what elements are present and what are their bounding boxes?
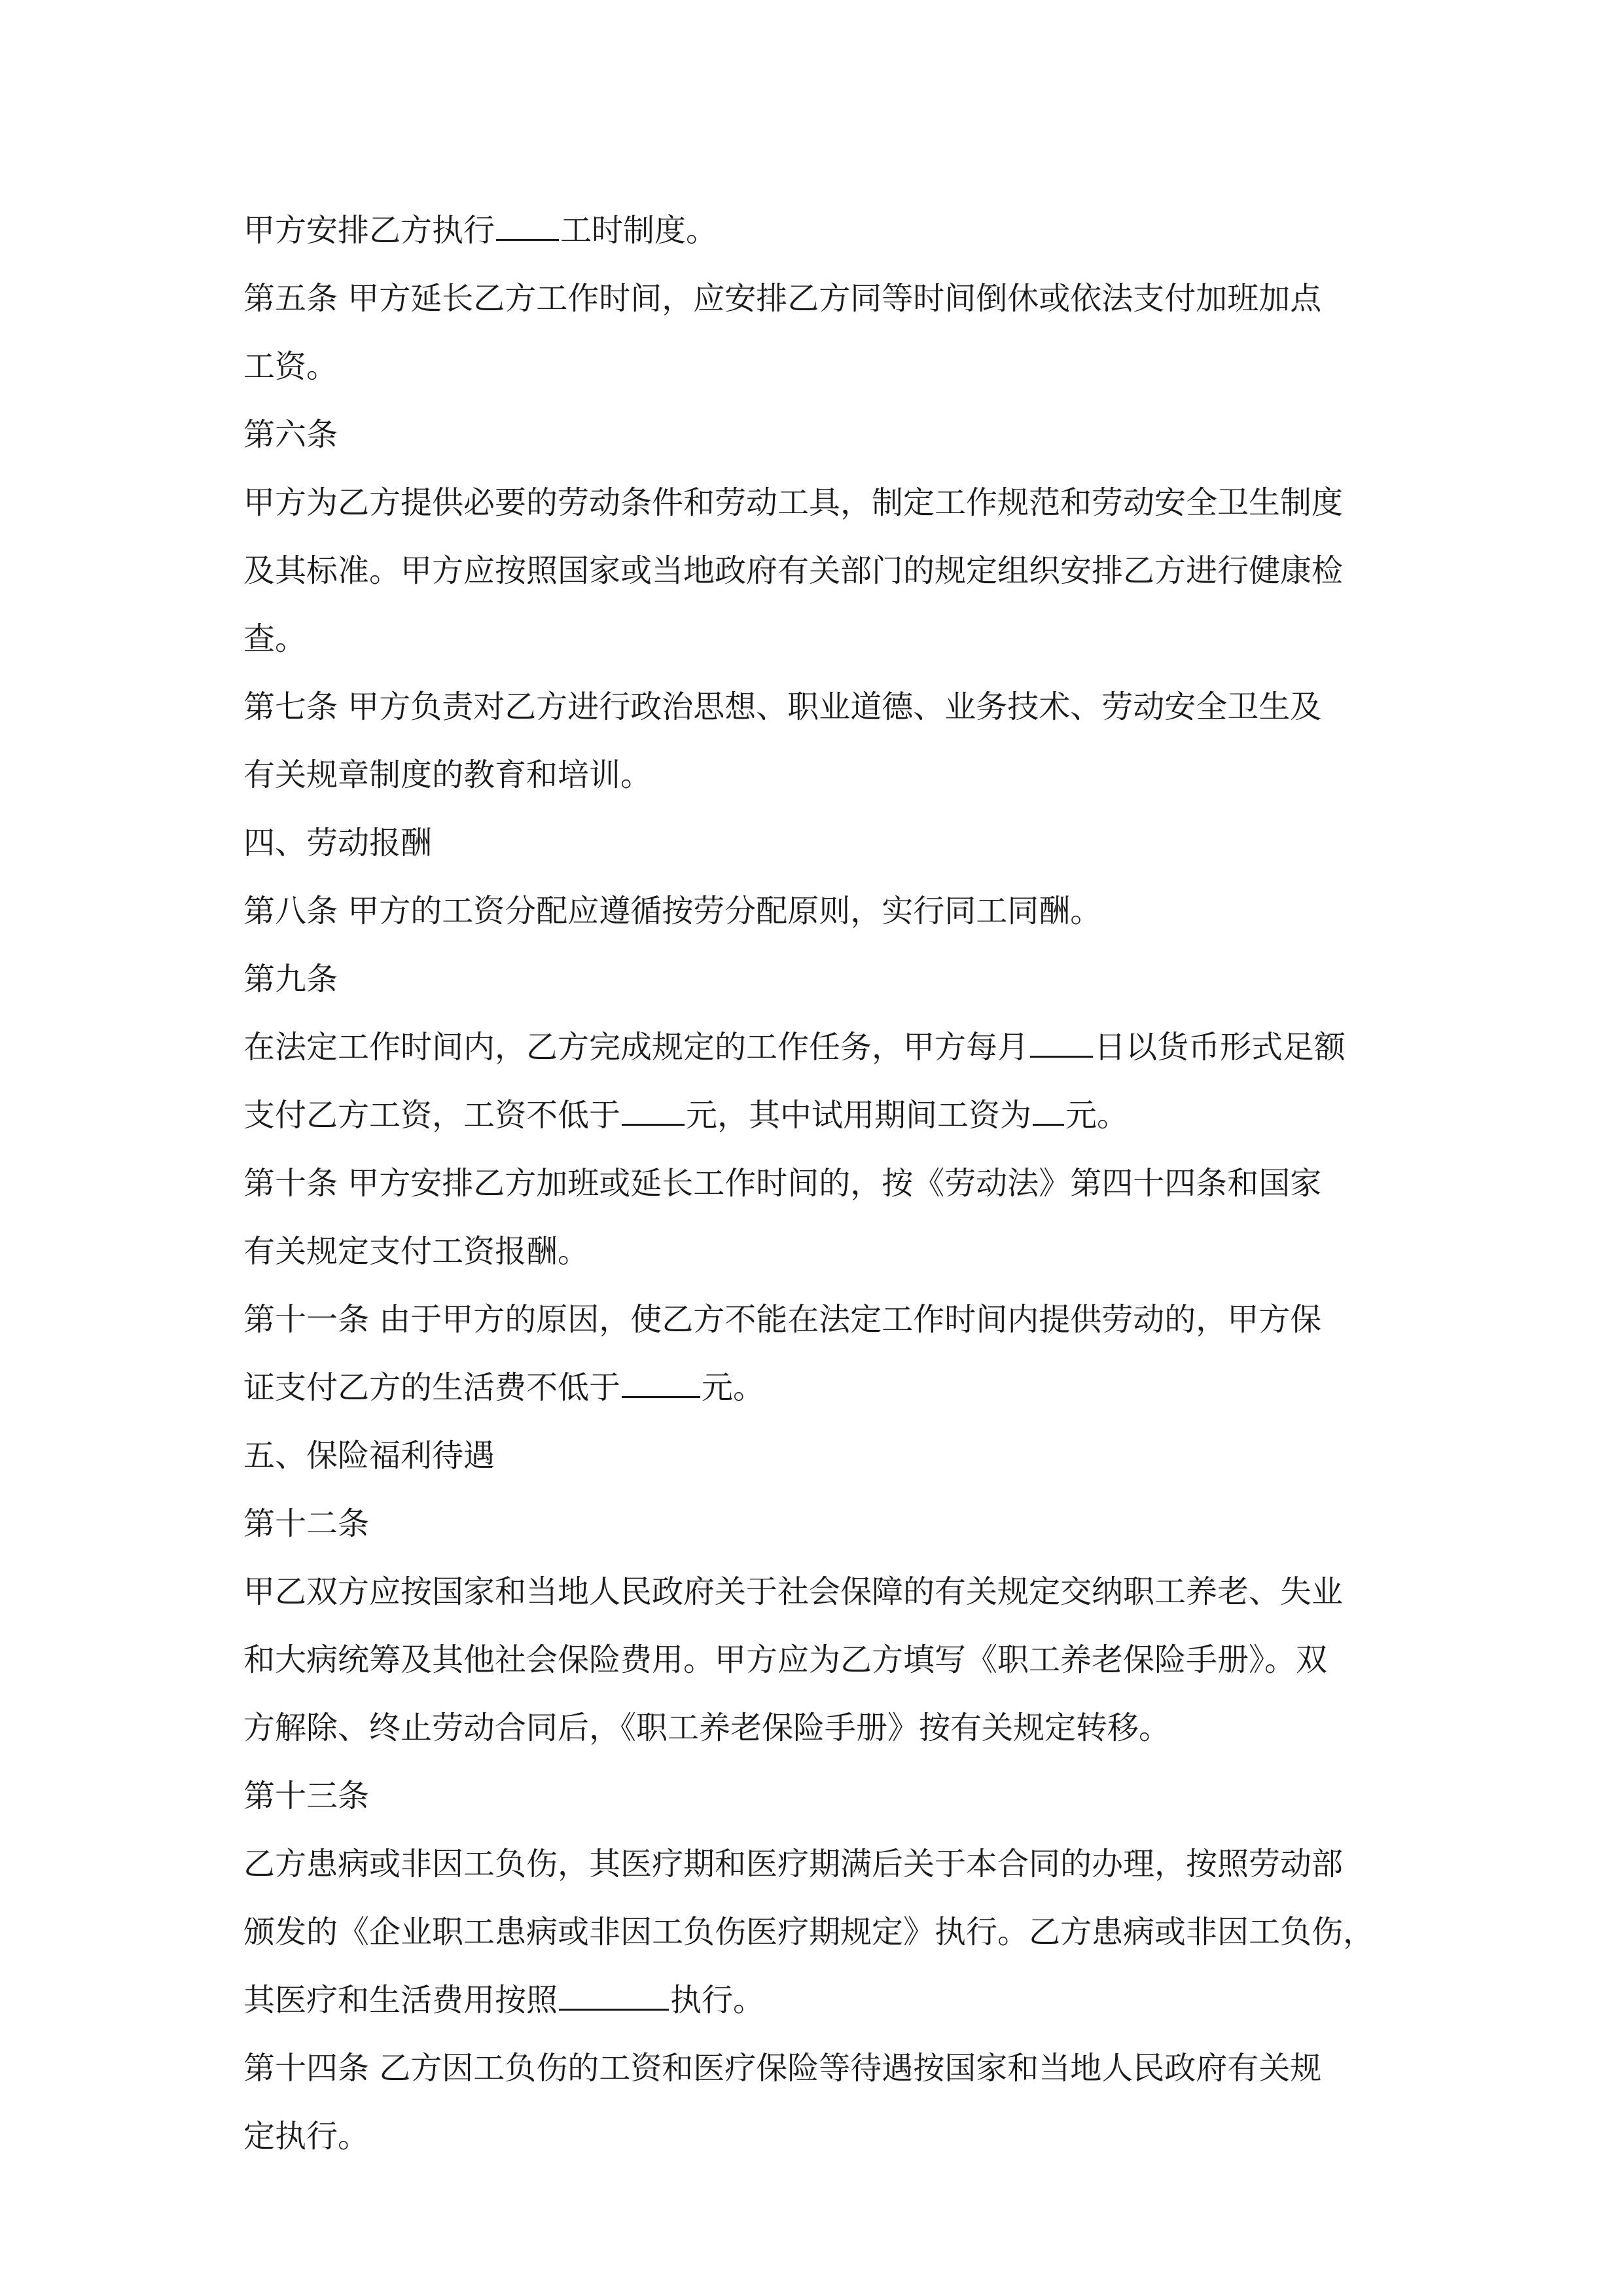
text-line: 有关规定支付工资报酬。: [243, 1233, 590, 1270]
text-line: 乙方患病或非因工负伤，其医疗期和医疗期满后关于本合同的办理，按照劳动部: [243, 1846, 1344, 1882]
article-14-heading: 第十四条 乙方因工负伤的工资和医疗保险等待遇按国家和当地人民政府有关规: [243, 2050, 1322, 2087]
text-line: 支付乙方工资，工资不低于 元，其中试用期间工资为 元。: [243, 1081, 1402, 1149]
text-line: 甲乙双方应按国家和当地人民政府关于社会保障的有关规定交纳职工养老、失业: [243, 1573, 1344, 1610]
fill-blank: [1030, 1026, 1093, 1058]
article-11-heading: 第十一条 由于甲方的原因，使乙方不能在法定工作时间内提供劳动的，甲方保: [243, 1301, 1322, 1338]
text-line: 证支付乙方的生活费不低于 元。: [243, 1354, 1402, 1422]
fill-blank: [622, 1366, 700, 1398]
text-line: 有关规章制度的教育和培训。: [243, 757, 652, 793]
article-7-heading: 第七条 甲方负责对乙方进行政治思想、职业道德、业务技术、劳动安全卫生及: [243, 689, 1322, 725]
text-line: 定执行。: [243, 2118, 370, 2155]
article-9-heading: 第九条: [243, 961, 338, 997]
fill-blank: [559, 1979, 669, 2011]
contract-body: [243, 196, 1402, 2170]
article-10-heading: 第十条 甲方安排乙方加班或延长工作时间的，按《劳动法》第四十四条和国家: [243, 1165, 1322, 1202]
article-8-heading: 第八条 甲方的工资分配应遵循按劳分配原则，实行同工同酬。: [243, 893, 1102, 929]
fill-blank: [496, 209, 559, 241]
text-line: 其医疗和生活费用按照 执行。: [243, 1966, 1402, 2034]
text-line: 颁发的《企业职工患病或非因工负伤医疗期规定》执行。乙方患病或非因工负伤，: [243, 1914, 1375, 1950]
text-line: 及其标准。甲方应按照国家或当地政府有关部门的规定组织安排乙方进行健康检: [243, 552, 1344, 589]
article-5-heading: 第五条 甲方延长乙方工作时间，应安排乙方同等时间倒休或依法支付加班加点: [243, 280, 1322, 317]
article-12-heading: 第十二条: [243, 1505, 370, 1542]
text-line: 在法定工作时间内，乙方完成规定的工作任务，甲方每月 日以货币形式足额: [243, 1013, 1402, 1081]
text-line: 查。: [243, 620, 307, 657]
fill-blank: [1033, 1094, 1064, 1126]
text-line: 和大病统筹及其他社会保险费用。甲方应为乙方填写《职工养老保险手册》。双: [243, 1641, 1328, 1678]
text-line: 方解除、终止劳动合同后，《职工养老保险手册》按有关规定转移。: [243, 1710, 1171, 1746]
section-heading-insurance: 五、保险福利待遇: [243, 1437, 495, 1474]
text-line: 甲方安排乙方执行 工时制度。: [243, 196, 1402, 264]
text-line: 甲方为乙方提供必要的劳动条件和劳动工具，制定工作规范和劳动安全卫生制度: [243, 484, 1344, 521]
article-13-heading: 第十三条: [243, 1778, 370, 1814]
fill-blank: [622, 1094, 685, 1126]
section-heading-remuneration: 四、劳动报酬: [243, 825, 433, 861]
article-6-heading: 第六条: [243, 416, 338, 453]
text-line: 工资。: [243, 348, 338, 385]
